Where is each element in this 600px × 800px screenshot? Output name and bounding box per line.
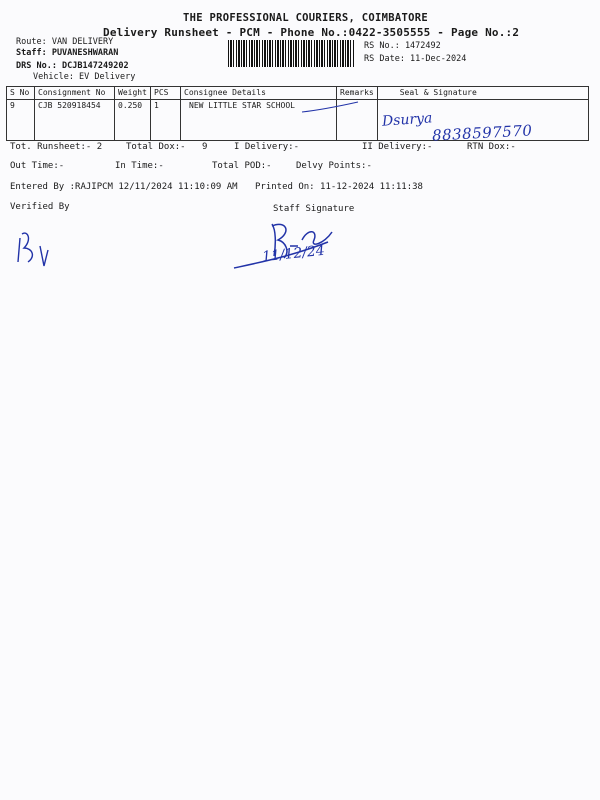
col-header-seal: Seal & Signature [377, 87, 588, 100]
cell-sno: 9 [7, 100, 35, 141]
rs-number: RS No.: 1472492 [364, 41, 441, 51]
rtn-dox: RTN Dox:- [467, 142, 516, 152]
entered-by: Entered By :RAJIPCM 12/11/2024 11:10:09 AM [10, 182, 238, 192]
col-header-consignment: Consignment No [35, 87, 115, 100]
i-delivery: I Delivery:- [234, 142, 300, 152]
cell-weight: 0.250 [115, 100, 151, 141]
col-header-sno: S No [7, 87, 35, 100]
rs-date: RS Date: 11-Dec-2024 [364, 54, 467, 64]
cell-consignee: NEW LITTLE STAR SCHOOL [181, 100, 337, 141]
barcode [228, 40, 354, 67]
verified-signature-scribble [14, 226, 54, 286]
staff-label: Staff: PUVANESHWARAN [16, 48, 119, 58]
delvy-points: Delvy Points:- [296, 161, 372, 171]
col-header-weight: Weight [115, 87, 151, 100]
route-label: Route: VAN DELIVERY [16, 37, 114, 47]
runsheet-title: Delivery Runsheet - PCM - Phone No.:0422-3505555 - Page No.:2 [103, 26, 520, 39]
total-pod: Total POD:- [212, 161, 272, 171]
tot-runsheet: Tot. Runsheet:- 2 [10, 142, 103, 152]
total-dox-label: Total Dox:- [126, 142, 186, 152]
ii-delivery: II Delivery:- [362, 142, 433, 152]
col-header-consignee: Consignee Details [181, 87, 337, 100]
receiver-name-handwriting: Dsurya [381, 110, 433, 130]
verified-by-label: Verified By [10, 202, 70, 212]
table-header-row [7, 87, 589, 100]
receiver-phone-handwriting: 8838597570 [431, 121, 533, 145]
out-time: Out Time:- [10, 161, 65, 171]
staff-signature-date: 11/12/24 [261, 242, 326, 266]
pen-stroke-mark [300, 98, 360, 118]
staff-signature-label: Staff Signature [273, 204, 355, 214]
in-time: In Time:- [115, 161, 164, 171]
cell-pcs: 1 [151, 100, 181, 141]
vehicle-label: Vehicle: EV Delivery [33, 72, 136, 82]
total-dox-value: 9 [202, 142, 208, 152]
drs-number: DRS No.: DCJB147249202 [16, 61, 129, 71]
printed-on: Printed On: 11-12-2024 11:11:38 [255, 182, 423, 192]
cell-consignment: CJB 520918454 [35, 100, 115, 141]
col-header-pcs: PCS [151, 87, 181, 100]
col-header-remarks: Remarks [337, 87, 378, 100]
company-title: THE PROFESSIONAL COURIERS, COIMBATORE [183, 12, 428, 24]
